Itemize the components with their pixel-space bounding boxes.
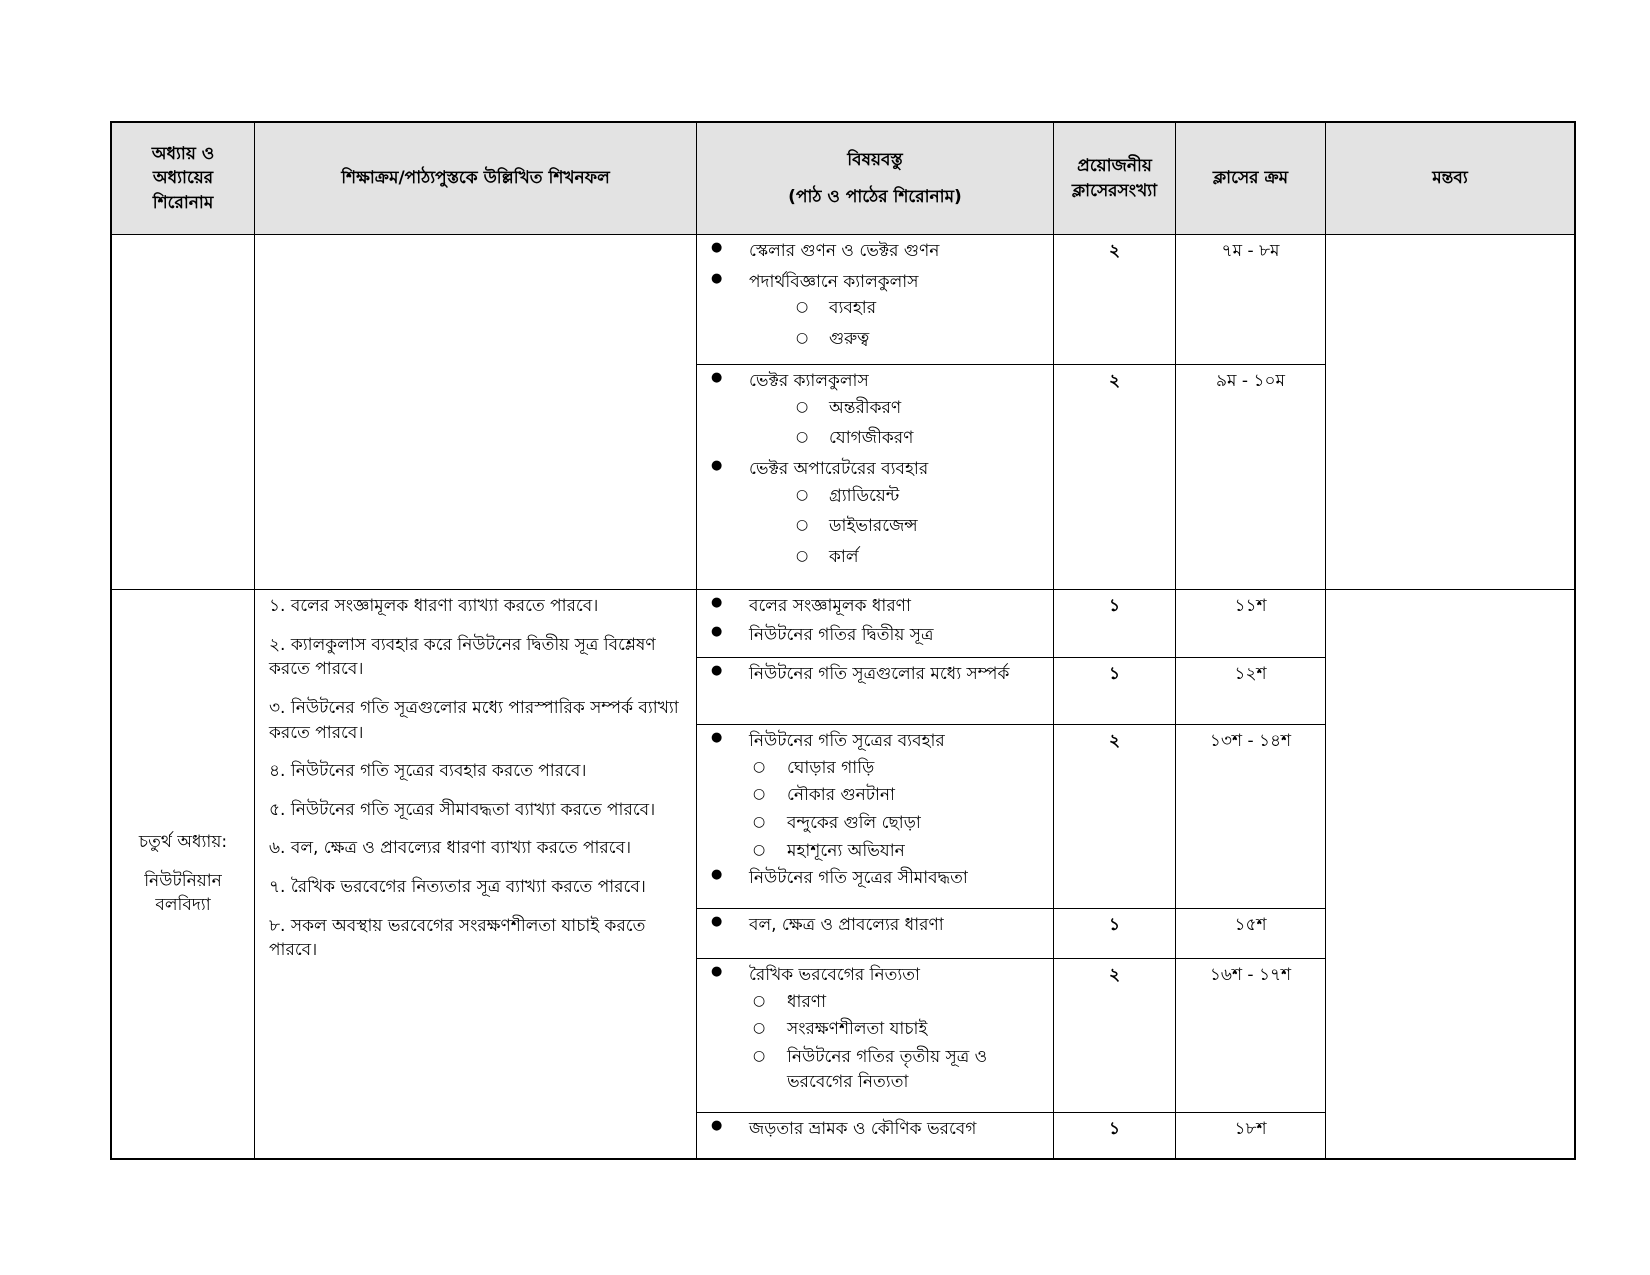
- lesson-plan-table: [110, 121, 1576, 1160]
- header-classes-needed: [1054, 123, 1176, 235]
- outcome-item: ৮. সকল অবস্থায় ভরবেগের সংরক্ষণশীলতা যাচাই করতে পারবে।: [269, 915, 646, 961]
- list-subitem: ○ ধারণা: [709, 990, 1043, 1015]
- list-item: ● জড়তার ভ্রামক ও কৌণিক ভরবেগ: [709, 1117, 1043, 1142]
- class-count: ২: [1054, 235, 1176, 365]
- list-subitem: ○ ডাইভারজেন্স: [709, 514, 1043, 539]
- list-subitem: ○ গুরুত্ব: [709, 327, 1043, 352]
- class-order: ১১শ: [1176, 590, 1326, 658]
- list-subitem: ○ বন্দুকের গুলি ছোড়া: [709, 811, 1043, 836]
- class-count: ১: [1054, 909, 1176, 959]
- class-order: ১৮শ: [1176, 1113, 1326, 1158]
- class-count: ১: [1054, 590, 1176, 658]
- list-subitem: ○ মহাশূন্যে অভিযান: [709, 839, 1043, 864]
- chapter-title-line1: নিউটনিয়ান: [144, 870, 222, 891]
- list-subitem: ○ নিউটনের গতির তৃতীয় সূত্র ও ভরবেগের নিত্যতা: [709, 1045, 1043, 1094]
- header-outcomes: [255, 123, 697, 235]
- header-class-order-text: ক্লাসের ক্রম: [1212, 168, 1289, 189]
- class-order: ৯ম - ১০ম: [1176, 365, 1326, 590]
- header-content-line2: (পাঠ ও পাঠের শিরোনাম): [788, 186, 962, 207]
- header-class-order: [1176, 123, 1326, 235]
- header-chapter: [112, 123, 255, 235]
- class-count: ১: [1054, 1113, 1176, 1158]
- list-subitem: ○ ঘোড়ার গাড়ি: [709, 756, 1043, 781]
- list-subitem: ○ সংরক্ষণশীলতা যাচাই: [709, 1017, 1043, 1042]
- header-remarks-text: মন্তব্য: [1432, 168, 1468, 189]
- chapter-cell-empty: [112, 235, 255, 590]
- header-classes-needed-line2: ক্লাসেরসংখ্যা: [1071, 180, 1158, 201]
- list-subitem: ○ অন্তরীকরণ: [709, 396, 1043, 421]
- chapter-label: চতুর্থ অধ্যায়:: [138, 832, 228, 853]
- outcome-item: ৭. রৈখিক ভরবেগের নিত্যতার সূত্র ব্যাখ্যা করতে পারবে।: [269, 877, 646, 898]
- header-outcomes-text: শিক্ষাক্রম/পাঠ্যপুস্তকে উল্লিখিত শিখনফল: [341, 168, 610, 189]
- header-chapter-line3: শিরোনাম: [152, 192, 214, 213]
- list-item: ● রৈখিক ভরবেগের নিত্যতা: [709, 963, 1043, 988]
- header-chapter-line2: অধ্যায়ের: [152, 168, 214, 189]
- class-order: ১৩শ - ১৪শ: [1176, 725, 1326, 909]
- list-item: ● বল, ক্ষেত্র ও প্রাবল্যের ধারণা: [709, 913, 1043, 938]
- content-cell-row-3: [697, 590, 1054, 658]
- outcome-item: ৬. বল, ক্ষেত্র ও প্রাবল্যের ধারণা ব্যাখ্যা করতে পারবে।: [269, 838, 632, 859]
- list-item: ● নিউটনের গতি সূত্রের ব্যবহার: [709, 729, 1043, 754]
- list-subitem: ○ যোগজীকরণ: [709, 426, 1043, 451]
- content-cell-row-7: [697, 959, 1054, 1113]
- class-count: ২: [1054, 959, 1176, 1113]
- header-remarks: [1326, 123, 1574, 235]
- class-order: ৭ম - ৮ম: [1176, 235, 1326, 365]
- class-count: ২: [1054, 365, 1176, 590]
- list-item: ● স্কেলার গুণন ও ভেক্টর গুণন: [709, 239, 1043, 264]
- chapter-title-line2: বলবিদ্যা: [155, 895, 211, 916]
- class-count: ২: [1054, 725, 1176, 909]
- list-subitem: ○ নৌকার গুনটানা: [709, 783, 1043, 808]
- remarks-cell-bottom: [1326, 590, 1574, 1158]
- content-cell-row-6: [697, 909, 1054, 959]
- outcome-item: ২. ক্যালকুলাস ব্যবহার করে নিউটনের দ্বিতীয় সূত্র বিশ্লেষণ করতে পারবে।: [269, 634, 656, 680]
- list-subitem: ○ গ্র্যাডিয়েন্ট: [709, 484, 1043, 509]
- list-subitem: ○ ব্যবহার: [709, 296, 1043, 321]
- list-item: ● পদার্থবিজ্ঞানে ক্যালকুলাস: [709, 270, 1043, 295]
- list-subitem: ○ কার্ল: [709, 545, 1043, 570]
- outcome-item: ১. বলের সংজ্ঞামূলক ধারণা ব্যাখ্যা করতে পারবে।: [269, 596, 599, 616]
- content-cell-row-5: [697, 725, 1054, 909]
- list-item: ● বলের সংজ্ঞামূলক ধারণা: [709, 594, 1043, 619]
- outcome-item: ৩. নিউটনের গতি সূত্রগুলোর মধ্যে পারস্পারিক সম্পর্ক ব্যাখ্যা করতে পারবে।: [269, 697, 679, 743]
- list-item: ● নিউটনের গতির দ্বিতীয় সূত্র: [709, 623, 1043, 648]
- class-count: ১: [1054, 658, 1176, 725]
- header-classes-needed-line1: প্রয়োজনীয়: [1077, 155, 1152, 176]
- outcome-item: ৪. নিউটনের গতি সূত্রের ব্যবহার করতে পারবে।: [269, 761, 587, 782]
- content-cell-row-8: [697, 1113, 1054, 1158]
- content-cell-row-1: [697, 235, 1054, 365]
- class-order: ১৬শ - ১৭শ: [1176, 959, 1326, 1113]
- content-cell-row-2: [697, 365, 1054, 590]
- list-item: ● নিউটনের গতি সূত্রের সীমাবদ্ধতা: [709, 866, 1043, 891]
- outcome-item: ৫. নিউটনের গতি সূত্রের সীমাবদ্ধতা ব্যাখ্যা করতে পারবে।: [269, 799, 656, 820]
- list-item: ● ভেক্টর ক্যালকুলাস: [709, 369, 1043, 394]
- list-item: ● ভেক্টর অপারেটরের ব্যবহার: [709, 457, 1043, 482]
- outcomes-cell-empty: [255, 235, 697, 590]
- learning-outcomes-cell: [255, 590, 697, 1158]
- content-cell-row-4: [697, 658, 1054, 725]
- remarks-cell-top: [1326, 235, 1574, 590]
- chapter-title-cell: [112, 590, 255, 1158]
- header-content: [697, 123, 1054, 235]
- header-chapter-line1: অধ্যায় ও: [151, 143, 215, 164]
- list-item: ● নিউটনের গতি সূত্রগুলোর মধ্যে সম্পর্ক: [709, 662, 1043, 687]
- class-order: ১২শ: [1176, 658, 1326, 725]
- header-content-line1: বিষয়বস্তু: [847, 149, 903, 170]
- class-order: ১৫শ: [1176, 909, 1326, 959]
